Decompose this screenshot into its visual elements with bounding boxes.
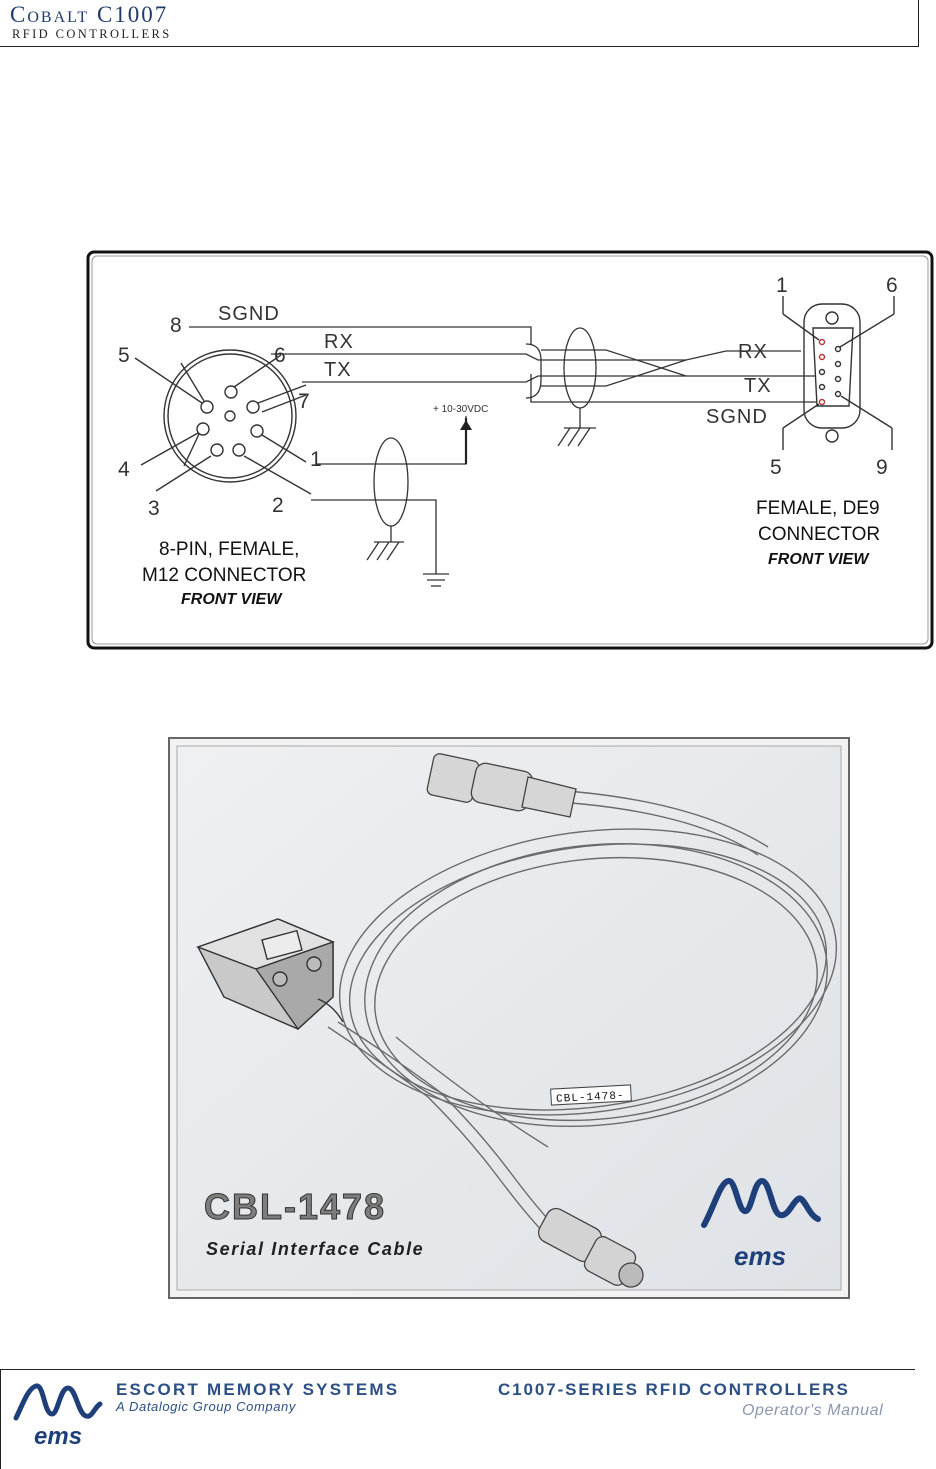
m12-caption-view: FRONT VIEW [181, 591, 282, 608]
de9-pin-1: 1 [776, 274, 788, 297]
m12-pin-2: 2 [272, 494, 284, 517]
diagram-frame [88, 252, 932, 648]
wiring-diagram-svg [86, 250, 934, 650]
de9-caption-line2: CONNECTOR [758, 524, 881, 545]
m12-pin-1: 1 [310, 448, 322, 471]
wire-label-tx: TX [324, 359, 352, 381]
cable-photo-subtitle: Serial Interface Cable [206, 1239, 425, 1259]
brand-title [10, 2, 168, 28]
de9-wire-label-sgnd: SGND [706, 406, 768, 428]
brand-subtitle: RFID CONTROLLERS [12, 27, 172, 41]
power-label: + 10-30VDC [433, 404, 489, 415]
cable-photo-title: CBL-1478 [204, 1186, 387, 1227]
m12-pin-3: 3 [148, 497, 160, 520]
m12-pin-4: 4 [118, 458, 130, 481]
company-tagline: A Datalogic Group Company [116, 1399, 296, 1414]
wire-label-rx: RX [324, 331, 354, 353]
cable-photo [168, 737, 850, 1299]
m12-pin-5: 5 [118, 344, 130, 367]
wire-label-sgnd: SGND [218, 303, 280, 325]
cable-photo-svg [168, 737, 850, 1299]
de9-wire-label-rx: RX [738, 341, 768, 363]
cable-part-label: CBL-1478- [555, 1090, 625, 1106]
document-name: Operator's Manual [742, 1402, 884, 1419]
de9-caption-view: FRONT VIEW [768, 551, 869, 568]
ems-logo-text: ems [734, 1241, 787, 1271]
company-name: ESCORT MEMORY SYSTEMS [116, 1380, 400, 1399]
footer-ems-logo-text: ems [34, 1423, 83, 1450]
de9-caption-line1: FEMALE, DE9 [756, 498, 880, 519]
m12-caption-line2: M12 CONNECTOR [142, 565, 307, 586]
m12-pin-7: 7 [298, 390, 310, 413]
m12-caption-line1: 8-PIN, FEMALE, [159, 539, 300, 560]
product-name: C1007-SERIES RFID CONTROLLERS [498, 1380, 850, 1399]
brand-title-text: Cobalt C1007 [10, 2, 169, 27]
m12-pin-6: 6 [274, 344, 286, 367]
m12-pin-8: 8 [170, 314, 182, 337]
de9-wire-label-tx: TX [744, 375, 772, 397]
footer-ems-logo [10, 1374, 106, 1455]
de9-pin-6: 6 [886, 274, 898, 297]
de9-pin-9: 9 [876, 456, 888, 479]
de9-caption [756, 498, 880, 568]
wiring-diagram [86, 250, 934, 650]
de9-pin-5: 5 [770, 456, 782, 479]
